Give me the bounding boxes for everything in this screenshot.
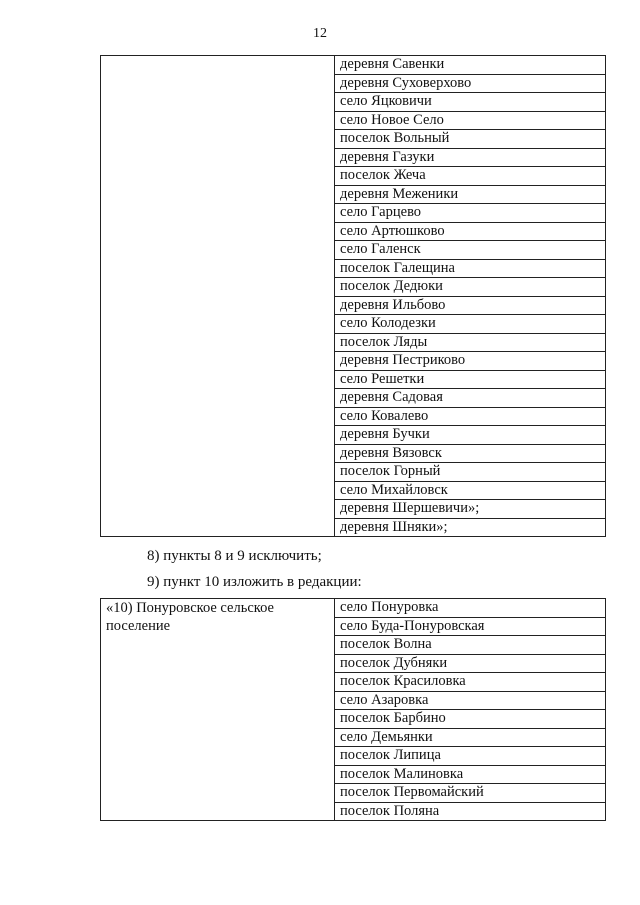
settlement-cell: деревня Ильбово: [335, 296, 606, 315]
paragraph-8: 8) пункты 8 и 9 исключить;: [147, 548, 322, 564]
settlement-cell: поселок Жеча: [335, 167, 606, 186]
settlement-cell: поселок Дедюки: [335, 278, 606, 297]
settlement-cell: деревня Пестриково: [335, 352, 606, 371]
settlement-cell: поселок Липица: [335, 747, 606, 766]
settlement-cell: деревня Суховерхово: [335, 74, 606, 93]
settlement-cell: село Михайловск: [335, 481, 606, 500]
settlement-cell: поселок Поляна: [335, 802, 606, 821]
paragraph-9: 9) пункт 10 изложить в редакции:: [147, 574, 362, 590]
settlement-cell: село Галенск: [335, 241, 606, 260]
settlement-cell: поселок Галещина: [335, 259, 606, 278]
settlement-cell: деревня Меженики: [335, 185, 606, 204]
municipality-cell: [101, 56, 335, 537]
settlement-cell: деревня Садовая: [335, 389, 606, 408]
settlement-cell: село Колодезки: [335, 315, 606, 334]
municipality-cell: «10) Понуровское сельское поселение: [101, 599, 335, 821]
settlement-cell: поселок Горный: [335, 463, 606, 482]
table-row: [101, 599, 606, 618]
settlement-cell: деревня Вязовск: [335, 444, 606, 463]
settlement-cell: село Азаровка: [335, 691, 606, 710]
settlement-cell: деревня Шняки»;: [335, 518, 606, 537]
settlements-table-2: [100, 598, 606, 821]
settlement-cell: деревня Савенки: [335, 56, 606, 75]
settlement-cell: село Буда-Понуровская: [335, 617, 606, 636]
settlement-cell: село Ковалево: [335, 407, 606, 426]
settlement-cell: село Демьянки: [335, 728, 606, 747]
page-number: 12: [313, 26, 327, 41]
settlement-cell: поселок Барбино: [335, 710, 606, 729]
settlement-cell: поселок Дубняки: [335, 654, 606, 673]
settlement-cell: село Артюшково: [335, 222, 606, 241]
settlement-cell: село Новое Село: [335, 111, 606, 130]
table-row: [101, 56, 606, 75]
settlement-cell: поселок Волна: [335, 636, 606, 655]
settlement-cell: поселок Красиловка: [335, 673, 606, 692]
settlement-cell: деревня Бучки: [335, 426, 606, 445]
settlement-cell: село Гарцево: [335, 204, 606, 223]
settlement-cell: село Понуровка: [335, 599, 606, 618]
settlements-table-1: [100, 55, 606, 537]
settlement-cell: деревня Газуки: [335, 148, 606, 167]
settlement-cell: поселок Первомайский: [335, 784, 606, 803]
settlement-cell: деревня Шершевичи»;: [335, 500, 606, 519]
settlement-cell: поселок Вольный: [335, 130, 606, 149]
settlement-cell: село Решетки: [335, 370, 606, 389]
settlement-cell: поселок Малиновка: [335, 765, 606, 784]
settlement-cell: село Яцковичи: [335, 93, 606, 112]
settlement-cell: поселок Ляды: [335, 333, 606, 352]
